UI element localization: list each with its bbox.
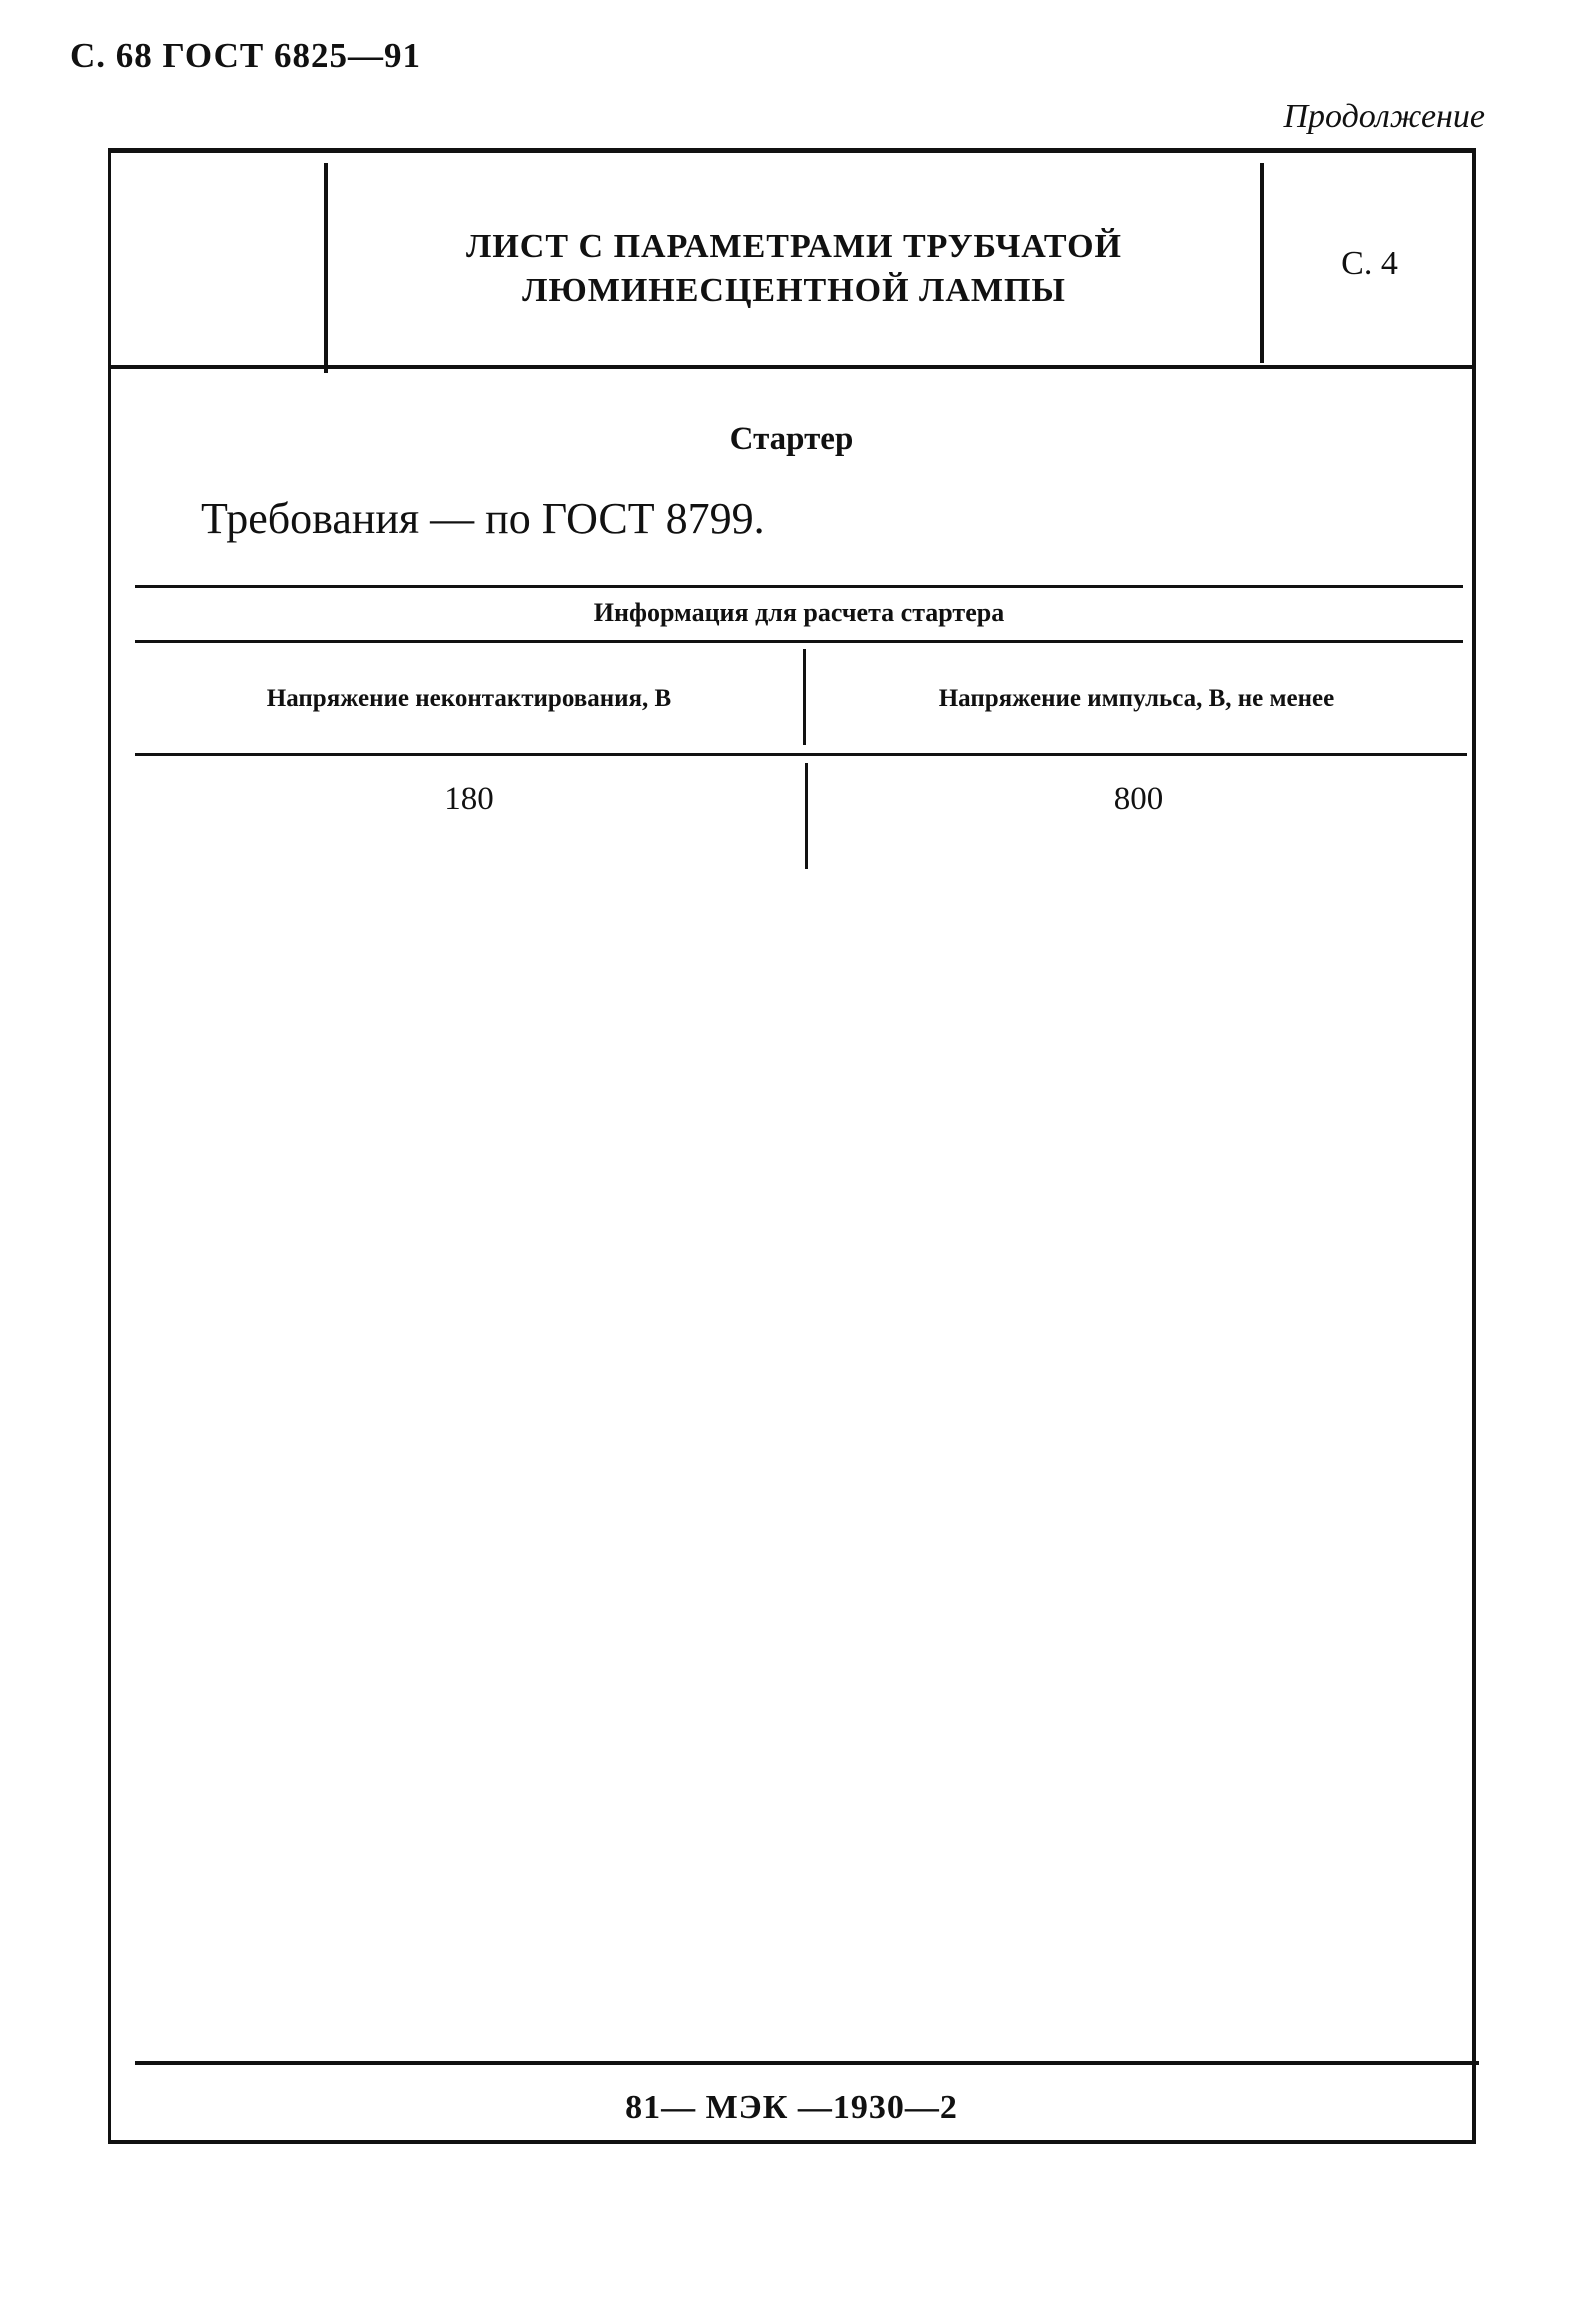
cell-non-contact-voltage: 180 xyxy=(444,781,494,817)
table-caption: Информация для расчета стартера xyxy=(593,598,1005,627)
table-top-rule xyxy=(135,585,1463,588)
column-header-pulse-voltage: Напряжение импульса, В, не менее xyxy=(938,685,1335,712)
sheet-title-line-2: ЛЮМИНЕСЦЕНТНОЙ ЛАМПЫ xyxy=(522,272,1066,309)
requirements-text: Требования — по ГОСТ 8799. xyxy=(201,494,765,543)
page-reference: С. 68 ГОСТ 6825—91 xyxy=(70,36,421,75)
footer-rule xyxy=(135,2061,1479,2065)
column-header-non-contact-voltage: Напряжение неконтактирования, В xyxy=(266,685,672,712)
section-heading: Стартер xyxy=(729,421,854,457)
sheet-number: С. 4 xyxy=(1341,245,1398,282)
footer-code: 81— МЭК —1930—2 xyxy=(625,2089,958,2126)
table-caption-rule xyxy=(135,640,1463,643)
sheet-title xyxy=(328,225,1260,313)
continuation-label: Продолжение xyxy=(1283,98,1485,135)
sheet-title-line-1: ЛИСТ С ПАРАМЕТРАМИ ТРУБЧАТОЙ xyxy=(466,228,1122,265)
sheet-frame xyxy=(108,148,1476,2144)
title-block xyxy=(111,153,1472,369)
cell-pulse-voltage: 800 xyxy=(1113,781,1164,817)
table-header-rule xyxy=(135,753,1467,756)
